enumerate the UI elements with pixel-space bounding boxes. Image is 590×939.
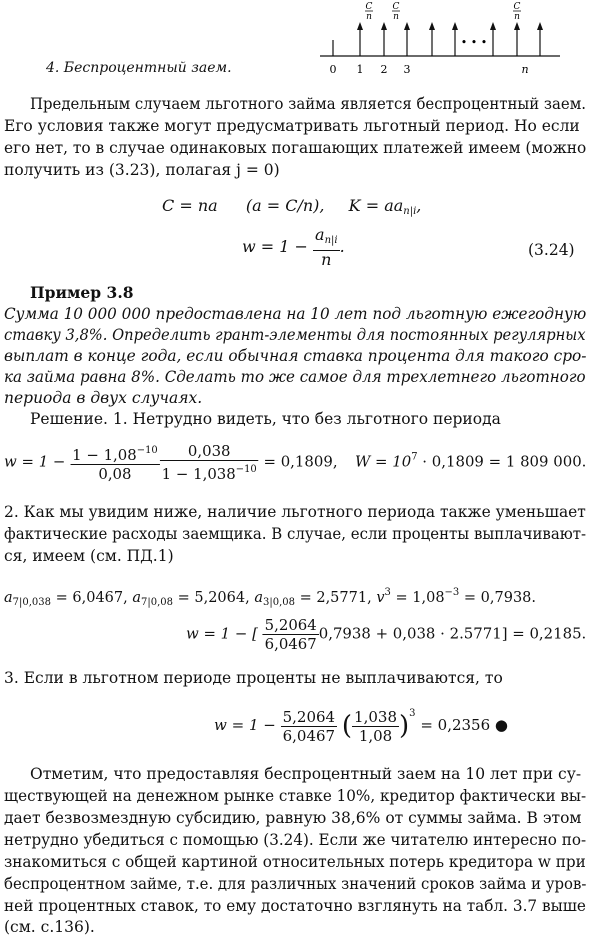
tick-n: n [521, 63, 529, 76]
frac-den-2: n [393, 12, 399, 22]
conclusion-line-7: ней процентных ставок, то ему достаточно взглянуть на табл. 3.7 выше [4, 897, 586, 915]
arrowhead-n [514, 22, 520, 30]
part2-line-2: фактические расходы заемщика. В случае, если проценты выплачивают- [4, 525, 587, 543]
tick-2: 2 [380, 63, 388, 76]
part2-line-3: ся, имеем (см. ПД.1) [4, 547, 174, 565]
solution-formula: w = 1 − $\frac{1 - 1,08^{-10}}{0,08}$ $\frac{0,038}{1 - 1,038^{-10}}$ = 0,1809, $W = 10^7 \cdot 0,1809 = 1$ 809 000. [4, 442, 587, 483]
part2-formula: w = 1 − [ $\frac{5,2064}{6,0467}$ 0,7938 + 0,038 · 2.5771] = 0,2185. [186, 616, 587, 653]
conclusion-line-3: дает безвозмездную субсидию, равную 38,6% от суммы займа. В этом [4, 809, 582, 827]
part2-line-1: 2. Как мы увидим ниже, наличие льготного периода также уменьшает [4, 503, 586, 521]
arrowhead-3 [429, 22, 435, 30]
section-title: 4. Беспроцентный заем. [46, 60, 232, 76]
conclusion-line-4: нетрудно убедиться с помощью (3.24). Если же читателю интересно по- [4, 831, 587, 849]
example-line-2: ставку 3,8%. Определить грант-элементы для постоянных регулярных [4, 326, 586, 344]
conclusion-line-5: знакомиться с общей картиной относительных потерь кредитора w при [4, 853, 586, 871]
tick-1: 1 [356, 63, 364, 76]
intro-line-4: получить из (3.23), полагая j = 0) [4, 161, 280, 179]
conclusion-line-2: ществующей на денежном рынке ставке 10%, кредитор фактически вы- [4, 787, 587, 805]
part3-formula: w = 1 − $\frac{5,2064}{6,0467}$ ( $\frac{1,038}{1,08}$ )$^3$ = 0,2356 ● [214, 707, 508, 745]
part2-values: $a_{7|0,038} = 6,0467$, $a_{7|0,08} = 5,2064$, $a_{3|0,08} = 2,5771$, $v^3 = 1,08^{-3} = 0,7938$. [4, 587, 537, 608]
frac-num-2: C [392, 2, 400, 12]
arrowhead-end [537, 22, 543, 30]
arrowhead-4 [452, 22, 458, 30]
conclusion-line-8: (см. с.136). [4, 918, 95, 936]
formula-w: w = 1 − $\frac{a_{n|i}}{n}$ . [242, 225, 345, 269]
example-line-3: выплат в конце года, если обычная ставка процента для такого сро- [4, 347, 587, 365]
conclusion-line-1: Отметим, что предоставляя беспроцентный заем на 10 лет при су- [30, 765, 582, 783]
formula-number: (3.24) [528, 241, 575, 259]
tick-0: 0 [329, 63, 337, 76]
conclusion-line-6: беспроцентном займе, т.е. для различных значений сроков займа и уров- [4, 875, 587, 893]
frac-num-3: C [513, 2, 521, 12]
solution-line-1: Решение. 1. Нетрудно видеть, что без льготного периода [30, 410, 501, 428]
example-line-1: Сумма 10 000 000 предоставлена на 10 лет под льготную ежегодную [4, 305, 587, 323]
intro-line-1: Предельным случаем льготного займа является беспроцентный заем. [30, 95, 587, 113]
frac-num-1: C [365, 2, 373, 12]
arrowhead-5 [490, 22, 496, 30]
arrowhead-1 [357, 22, 363, 30]
formula-C: C = na (a = C/n), $K = aa_{n|i}$, [162, 196, 422, 217]
frac-den-3: n [514, 12, 520, 22]
frac-den-1: n [366, 12, 372, 22]
part3-line-1: 3. Если в льготном периоде проценты не выплачиваются, то [4, 669, 503, 687]
tick-3: 3 [403, 63, 411, 76]
intro-line-2: Его условия также могут предусматривать льготный период. Но если [4, 117, 580, 135]
intro-line-3: его нет, то в случае одинаковых погашающих платежей имеем (можно [4, 139, 587, 157]
example-title: Пример 3.8 [30, 283, 134, 302]
arrowhead-1b [381, 22, 387, 30]
diagram-dots: • • • [460, 36, 488, 49]
example-line-5: периода в двух случаях. [4, 389, 203, 407]
example-line-4: ка займа равна 8%. Сделать то же самое для трехлетнего льготного [4, 368, 586, 386]
arrowhead-2 [404, 22, 410, 30]
